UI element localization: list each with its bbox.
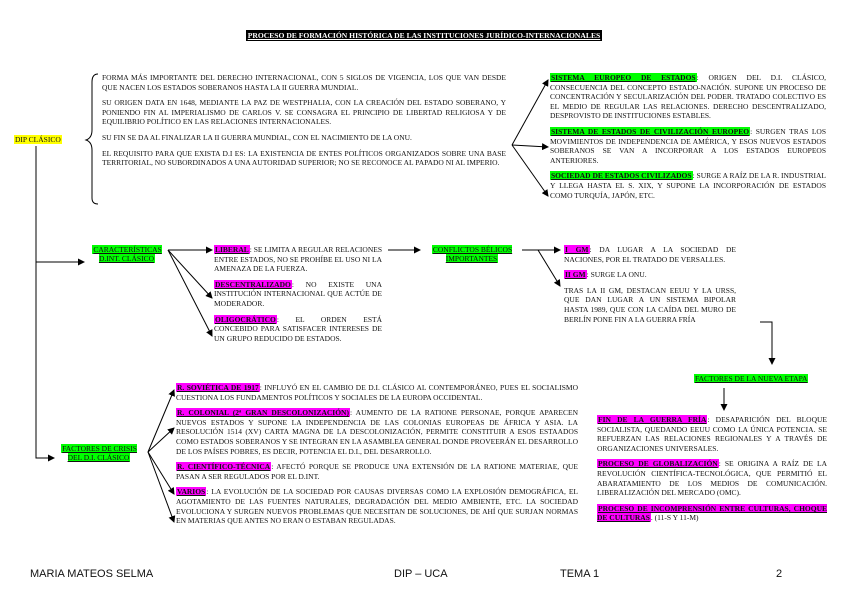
characteristic-item: LIBERAL: SE LIMITA A REGULAR RELACIONES ENTRE ESTADOS, NO SE PROHÍBE EL USO NI LA AMENAZA DE LA FUERZA. [214, 245, 382, 274]
crisis-block [176, 383, 578, 532]
crisis-item: VARIOS: LA EVOLUCIÓN DE LA SOCIEDAD POR CAUSAS DIVERSAS COMO LA EXPLOSIÓN DEMOGRÁFICA, EL AGOTAMIENTO DE LAS FUENTES NATURALES, DEGRADACIÓN DEL MEDIO AMBIENTE, ETC. LA SOCIEDAD EVOLUCIONA Y SURGEN NUEVOS PROBLEMAS QUE NECESITAN DE SOLUCIONES, DE AHÍ QUE SURJAN NORMAS EN MATERIAS QUE ANTES NO ERAN O ESTABAN REGULADAS. [176, 487, 578, 526]
conflict-item: I GM: DA LUGAR A LA SOCIEDAD DE NACIONES, POR EL TRATADO DE VERSALLES. [564, 245, 736, 264]
new-stage-item: FIN DE LA GUERRA FRÍA: DESAPARICIÓN DEL BLOQUE SOCIALISTA, QUEDANDO EEUU COMO LA ÚNICA POTENCIA. SE REFUERZAN LAS RELACIONES REGIONALES Y A TRAVÉS DE ORGANIZACIONES UNIVERSALES. [597, 415, 827, 453]
crisis-item: R. CIENTÍFICO-TÉCNICA: AFECTÓ PORQUE SE PRODUCE UNA EXTENSIÓN DE LA RATIONE MATERIAE, QUE PASAN A SER REGULADOS POR EL D.INT. [176, 462, 578, 481]
system-item: SISTEMA DE ESTADOS DE CIVILIZACIÓN EUROPEO: SURGEN TRAS LOS MOVIMIENTOS DE INDEPENDENCIA DE AMÉRICA, Y ESOS NUEVOS ESTADOS SOBERANOS SE VAN A INCORPORAR A LOS ESTADOS EUROPEOS ANTERIORES. [550, 126, 826, 165]
new-stage-item: PROCESO DE INCOMPRENSIÓN ENTRE CULTURAS, CHOQUE DE CULTURAS. (11-S Y 11-M) [597, 503, 827, 523]
footer-topic: TEMA 1 [560, 568, 600, 580]
intro-paragraph: SU FIN SE DA AL FINALIZAR LA II GUERRA MUNDIAL, CON EL NACIMIENTO DE LA ONU. [102, 132, 412, 142]
systems-block [550, 73, 826, 206]
intro-paragraph: SU ORIGEN DATA EN 1648, MEDIANTE LA PAZ DE WESTPHALIA, CON LA CREACIÓN DEL ESTADO SOBERANO, Y PONIENDO FIN AL IMPERIALISMO DE CARLOS V. SE CONSAGRA EL PRINCIPIO DE LIBERTAD RELIGIOSA Y DE EQUILIBRIO POLÍTICO EN LAS RELACIONES INTERNACIONALES. [102, 98, 506, 127]
characteristics-label: CARACTERÍSTICAS D.INT. CLÁSICO [93, 245, 162, 264]
conflict-item: II GM: SURGE LA ONU. [565, 270, 647, 280]
system-item: SOCIEDAD DE ESTADOS CIVILIZADOS: SURGE A RAÍZ DE LA R. INDUSTRIAL Y LLEGA HASTA EL S. XIX, Y SUPONE LA INCORPORACIÓN DE ESTADOS COMO TURQUÍA, JAPÓN, ETC. [550, 171, 826, 200]
crisis-item: R. COLONIAL (2ª GRAN DESCOLONIZACIÓN): AUMENTO DE LA RATIONE PERSONAE, PORQUE APARECEN NUEVOS ESTADOS Y SUPONE LA INDEPENDENCIA DE LAS COLONIAS EUROPEAS DE ÁFRICA Y ASIA. LA RESOLUCIÓN 1514 (XV) CARTA MAGNA DE LA DESCOLONIZACIÓN, PERMITE CONSTITUIR A ESOS ESTAADOS COMO ESTADOS SOBERANOS Y SE INTEGRAN EN LA ASAMBLEA GENERAL DONDE PROVEERÁN EL DESARROLLO DE LOS PAÍSES POBRES, ES DECIR, POTENCIA EL D.I., DEL DESARROLLO. [176, 408, 579, 456]
page-title: PROCESO DE FORMACIÓN HISTÓRICA DE LAS INSTITUCIONES JURÍDICO-INTERNACIONALES [247, 31, 601, 40]
system-item: SISTEMA EUROPEO DE ESTADOS: ORIGEN DEL D.I. CLÁSICO, CONSECUENCIA DEL CONCEPTO ESTADO-NACIÓN. SUPONE UN PROCESO DE CONCENTRACIÓN Y SECULARIZACIÓN DEL PODER. TRATADO COLECTIVO ES EL MEDIO DE REGULAR LAS RELACIONES. DERECHO DESCENTRALIZADO, DESPROVISTO DE INSTITUCIONES ESTABLES. [550, 73, 827, 121]
conflicts-label: CONFLICTOS BÉLICOS IMPORTANTES [432, 245, 513, 264]
new-stage-block [597, 415, 827, 529]
footer-author: MARIA MATEOS SELMA [30, 568, 154, 580]
root-label: DIP CLÁSICO [15, 135, 61, 144]
footer-course: DIP – UCA [394, 568, 448, 580]
footer-page-number: 2 [776, 568, 783, 580]
conflicts-block [564, 245, 736, 330]
crisis-label: FACTORES DE CRISIS DEL D.I. CLÁSICO [62, 444, 137, 463]
intro-block [102, 73, 506, 174]
intro-paragraph: FORMA MÁS IMPORTANTE DEL DERECHO INTERNACIONAL, CON 5 SIGLOS DE VIGENCIA, LOS QUE VAN DESDE QUE NACEN LOS ESTADOS SOBERANOS HASTA LA II GUERRA MUNDIAL. [102, 73, 506, 92]
crisis-item: R. SOVIÉTICA DE 1917: INFLUYÓ EN EL CAMBIO DE D.I. CLÁSICO AL CONTEMPORÁNEO, PUES EL SOCIALISMO CUESTIONA LOS FUNDAMENTOS POLÍTICOS Y SOCIALES DE LA EUROPA OCCIDENTAL. [176, 383, 578, 402]
characteristic-item: DESCENTRALIZADO: NO EXISTE UNA INSTITUCIÓN INTERNACIONAL QUE ACTÚE DE MODERADOR. [214, 279, 382, 308]
conflict-aftermath: TRAS LA II GM, DESTACAN EEUU Y LA URSS, QUE DAN LUGAR A UN SISTEMA BIPOLAR HASTA 1989, QUE CON LA CAÍDA DEL MURO DE BERLÍN PONE FIN A LA GUERRA FRÍA [564, 285, 736, 324]
new-stage-item: PROCESO DE GLOBALIZACIÓN: SE ORIGINA A RAÍZ DE LA REVOLUCIÓN CIENTÍFICA-TECNOLÓGICA, QUE PERMITIÓ EL ABARATAMIENTO DE LOS MEDIOS DE COMUNICACIÓN. LIBERALIZACIÓN DEL MERCADO (OMC). [597, 459, 828, 498]
intro-paragraph: EL REQUISITO PARA QUE EXISTA D.I ES: LA EXISTENCIA DE ENTES POLÍTICOS ORGANIZADOS SOBRE UNA BASE TERRITORIAL, NO SUBORDINADOS A UNA AUTORIDAD SUPERIOR; NO SE RECONOCE AL PAPADO NI AL IMPERIO. [102, 148, 506, 168]
characteristics-block [214, 245, 382, 349]
characteristic-item: OLIGOCRÁTICO: EL ORDEN ESTÁ CONCEBIDO PARA SATISFACER INTERESES DE UN GRUPO REDUCIDO DE ESTADOS. [214, 314, 382, 343]
new-stage-label: FACTORES DE LA NUEVA ETAPA [695, 374, 808, 383]
